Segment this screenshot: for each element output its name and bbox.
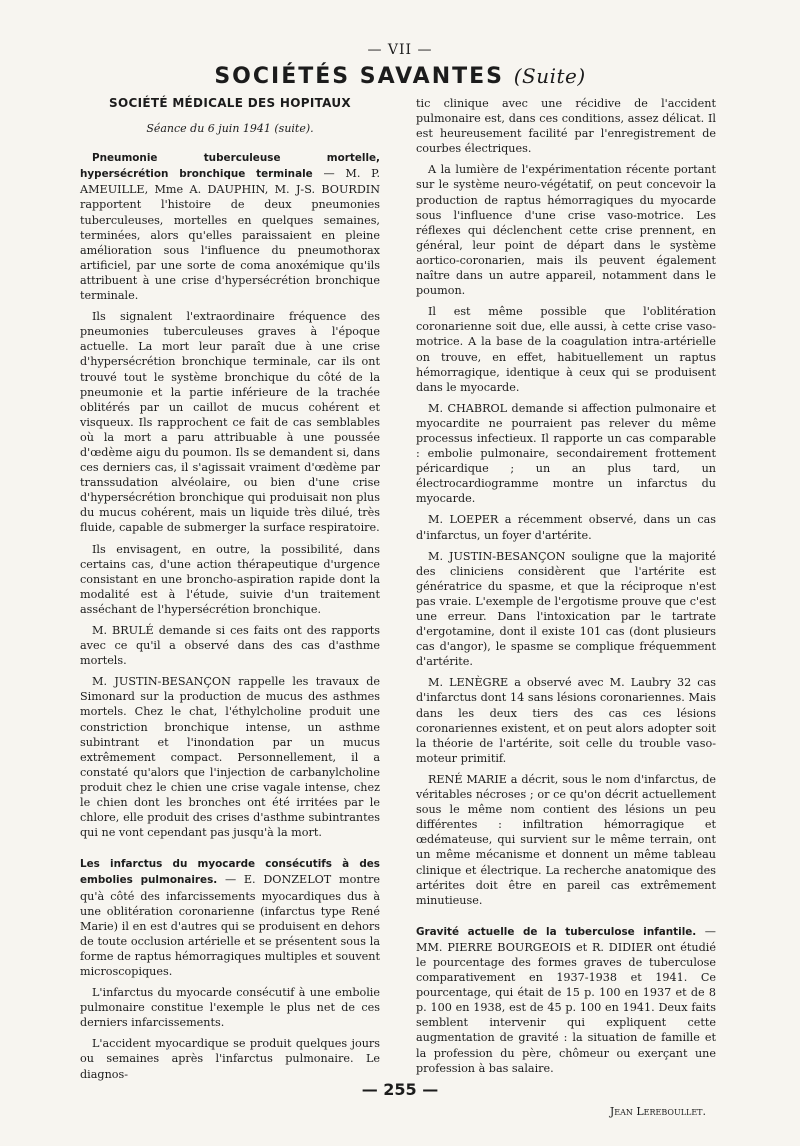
title-text: SOCIÉTÉS SAVANTES [214, 64, 505, 89]
article-paragraph [80, 150, 380, 303]
article-paragraph [416, 924, 716, 1076]
page-title [0, 64, 800, 89]
section-title: SOCIÉTÉ MÉDICALE DES HOPITAUX [109, 96, 351, 110]
article-body: — E. DONZELOT montre qu'à côté des infarcissements myocardiques dus à une oblitération coronarienne (infarctus type René Marie) il en est d'autres qui se produisent en dehors de toute occlusion artérielle et se présentent sous la forme de raptus hémorragiques multiples et souvent microscopiques. [80, 873, 380, 978]
paragraph: Ils envisagent, en outre, la possibilité, dans certains cas, d'une action thérapeutique d'urgence consistant en une broncho-aspiration rapide dont la modalité est à l'étude, suivie d'un traitement asséchant de l'hypersécrétion bronchique. [80, 542, 380, 616]
right-column [416, 96, 716, 1119]
paragraph: M. CHABROL demande si affection pulmonaire et myocardite ne pourraient pas relever du même processus infectieux. Il rapporte un cas comparable : embolie pulmonaire, secondairement frottement péricardique ; un an plus tard, un électrocardiogramme montre un infarctus du myocarde. [416, 401, 716, 506]
paragraph: Il est même possible que l'oblitération coronarienne soit due, elle aussi, à cette crise vaso-motrice. A la base de la coagulation intra-artérielle on trouve, en effet, habituellement un raptus hémorragique, identique à ceux qui se produisent dans le myocarde. [416, 305, 716, 394]
article-heading: Gravité actuelle de la tuberculose infantile. [416, 925, 697, 938]
article-body: — MM. PIERRE BOURGEOIS et R. DIDIER ont étudié le pourcentage des formes graves de tuberculose comparativement en 1937-1938 et 1941. Ce pourcentage, qui était de 15 p. 100 en 1937 et de 8 p. 100 en 1938, est de 45 p. 100 en 1941. Deux faits semblent intervenir qui expliquent cette augmentation de gravité : la situation de famille et la profession du père, chômeur ou exerçant une profession à bas salaire. [416, 924, 716, 1075]
paragraph: M. JUSTIN-BESANÇON rappelle les travaux de Simonard sur la production de mucus des asthmes mortels. Chez le chat, l'éthylcholine produit une constriction bronchique intense, un asthme subintrant et l'inondation par un mucus extrêmement compact. Personnellement, il a constaté qu'alors que l'injection de carbanylcholine produit chez le chien une crise vagale intense, chez le chien dont les bronches ont été irritées par le chlore, elle produit des crises d'asthme subintrantes qui ne vont cependant pas jusqu'à la mort. [80, 675, 380, 840]
author-signature: Jean Lereboullet. [609, 1104, 706, 1118]
session-date: Séance du 6 juin 1941 (suite). [146, 122, 314, 136]
left-column [80, 96, 380, 1088]
paragraph: tic clinique avec une récidive de l'accident pulmonaire est, dans ces conditions, assez délicat. Il est heureusement facilité par l'enregistrement de courbes électriques. [416, 97, 716, 156]
paragraph: RENÉ MARIE a décrit, sous le nom d'infarctus, de véritables nécroses ; or ce qu'on décrit actuellement sous le même nom contient des lésions un peu différentes : infiltration hémorragique et œdémateuse, qui survient sur le même terrain, ont un même mécanisme et donnent un même tableau clinique et électrique. La recherche anatomique des artérites doit être en pareil cas extrêmement minutieuse. [416, 772, 716, 907]
title-suite: (Suite) [513, 64, 586, 88]
article-heading: Pneumonie tuberculeuse mortelle, hypersécrétion bronchique terminale [80, 152, 380, 181]
article-paragraph [80, 856, 380, 979]
article-body: — M. P. AMEUILLE, Mme A. DAUPHIN, M. J-S. BOURDIN rapportent l'histoire de deux pneumonies tuberculeuses, mortelles en quelques semaines, terminées, alors qu'elles paraissaient en pleine amélioration sous l'influence du pneumothorax artificiel, par une sorte de coma anoxémique qu'ils attribuent à une crise d'hypersécrétion bronchique terminale. [80, 167, 380, 303]
page-number-roman: — VII — [367, 42, 433, 58]
paragraph: M. LENÈGRE a observé avec M. Laubry 32 cas d'infarctus dont 14 sans lésions coronariennes. Mais dans les deux tiers des cas ces lésions coronariennes existent, et on peut alors adopter soit la théorie de l'artérite, soit celle du trouble vaso-moteur primitif. [416, 676, 716, 765]
paragraph: L'accident myocardique se produit quelques jours ou semaines après l'infarctus pulmonaire. Le diagnos- [80, 1037, 380, 1081]
paragraph: M. JUSTIN-BESANÇON souligne que la majorité des cliniciens considèrent que l'artérite est génératrice du spasme, et que la réciproque n'est pas vraie. L'exemple de l'ergotisme prouve que c'est une erreur. Dans l'intoxication par le tartrate d'ergotamine, dont il existe 101 cas (dont plusieurs cas d'angor), le spasme se complique fréquemment d'artérite. [416, 549, 716, 669]
paragraph: A la lumière de l'expérimentation récente portant sur le système neuro-végétatif, on peut concevoir la production de raptus hémorragiques du myocarde sous l'influence d'une crise vaso-motrice. Les réflexes qui déclenchent cette crise prennent, en général, leur point de départ dans le système aortico-coronarien, mais ils peuvent également naître dans un autre appareil, notamment dans le poumon. [416, 163, 716, 298]
paragraph: L'infarctus du myocarde consécutif à une embolie pulmonaire constitue l'exemple le plus net de ces derniers infarcissements. [80, 986, 380, 1030]
paragraph: M. LOEPER a récemment observé, dans un cas d'infarctus, un foyer d'artérite. [416, 513, 716, 542]
page-number: — 255 — [361, 1080, 439, 1099]
paragraph: Ils signalent l'extraordinaire fréquence des pneumonies tuberculeuses graves à l'époque actuelle. La mort leur paraît due à une crise d'hypersécrétion bronchique terminale, car ils ont trouvé tout le système bronchique du côté de la pneumonie et la partie inférieure de la trachée oblitérés par un caillot de mucus cohérent et visqueux. Ils rapprochent ce fait de cas semblables où la mort a paru attribuable à une poussée d'œdème aigu du poumon. Ils se demandent si, dans ces derniers cas, il s'agissait vraiment d'œdème par transsudation alvéolaire, ou bien d'une crise d'hypersécrétion bronchique qui produisait non plus du mucus cohérent, mais un liquide très dilué, très fluide, capable de submerger la surface respiratoire. [80, 310, 380, 535]
paragraph: M. BRULÉ demande si ces faits ont des rapports avec ce qu'il a observé dans des cas d'asthme mortels. [80, 624, 380, 668]
article-heading: Les infarctus du myocarde consécutifs à des embolies pulmonaires. [80, 858, 380, 887]
